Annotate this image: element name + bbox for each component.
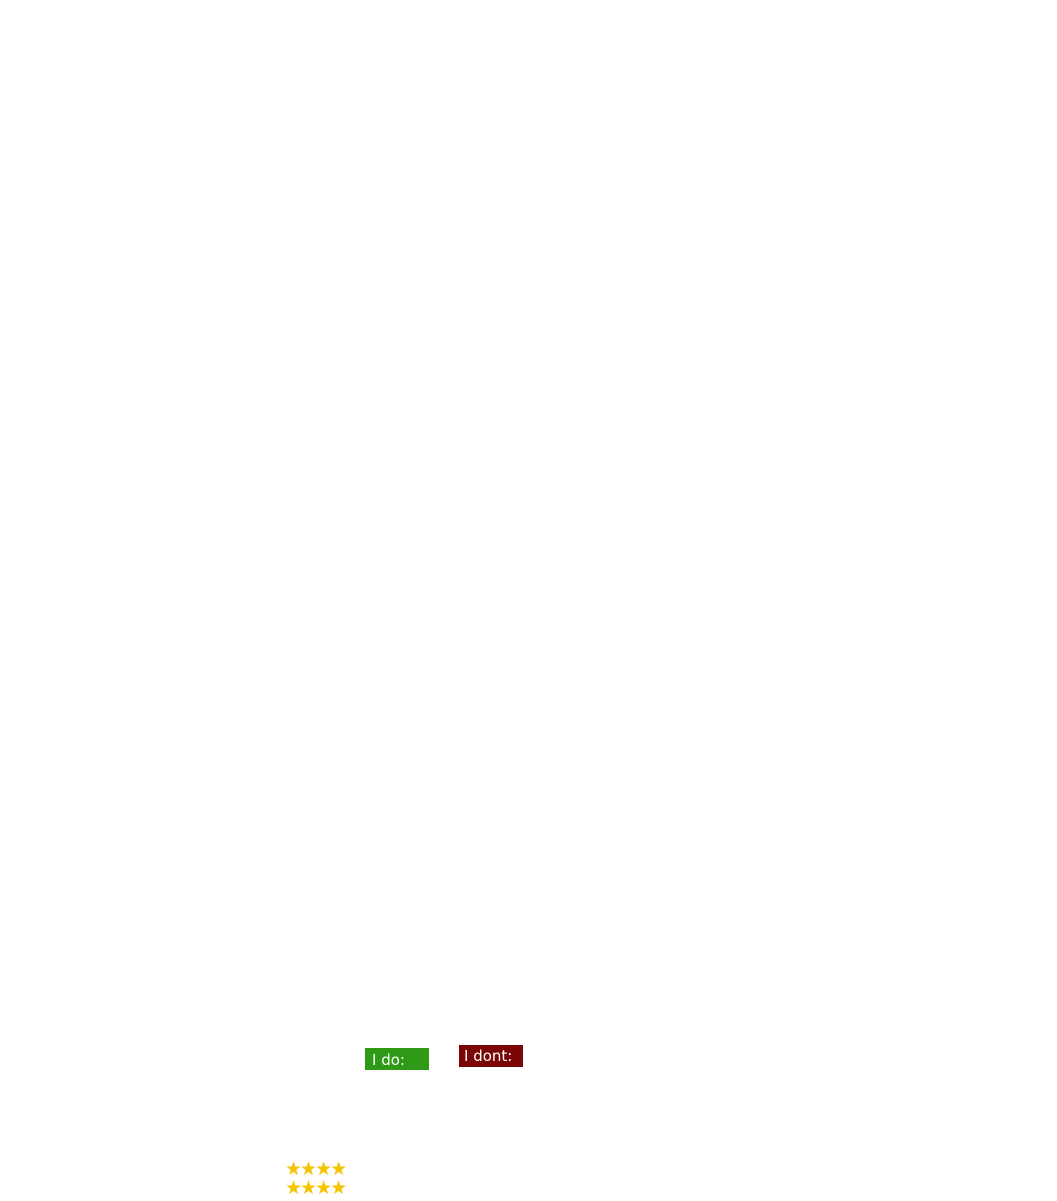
star-rating-row-2: ★★★★ [285,1177,346,1199]
i-dont-tag: I dont: [459,1045,523,1067]
star-rating-row-1: ★★★★ [285,1158,346,1180]
i-do-tag: I do: [365,1048,429,1070]
